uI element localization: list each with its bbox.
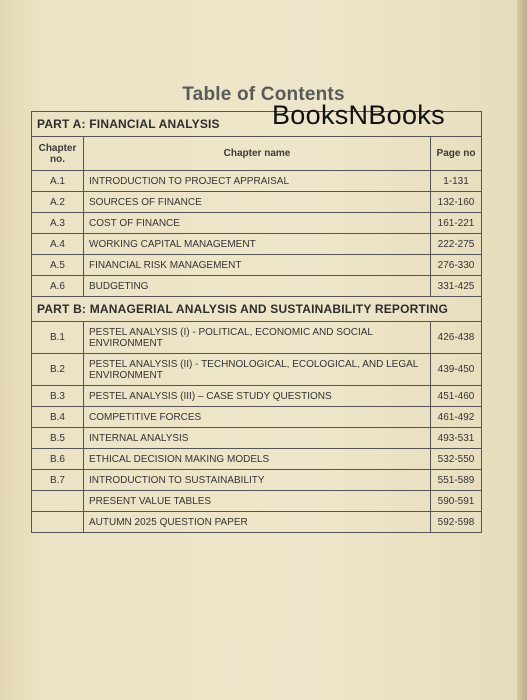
chapter-number: B.7 [32,470,84,491]
part-b-heading: PART B: MANAGERIAL ANALYSIS AND SUSTAINABILITY REPORTING [32,297,482,322]
contents-table [31,111,482,533]
chapter-name: SOURCES OF FINANCE [84,192,431,213]
table-row [32,276,482,297]
table-row [32,428,482,449]
page-range: 451-460 [431,386,482,407]
page-range: 276-330 [431,255,482,276]
chapter-name: PESTEL ANALYSIS (III) – CASE STUDY QUESTIONS [84,386,431,407]
page-range: 461-492 [431,407,482,428]
table-row [32,213,482,234]
page-range: 132-160 [431,192,482,213]
chapter-name: INTRODUCTION TO PROJECT APPRAISAL [84,171,431,192]
chapter-name: AUTUMN 2025 QUESTION PAPER [84,512,431,533]
chapter-number [32,491,84,512]
chapter-number: A.2 [32,192,84,213]
chapter-number: B.4 [32,407,84,428]
chapter-name: FINANCIAL RISK MANAGEMENT [84,255,431,276]
table-row [32,449,482,470]
part-b-heading-row [32,297,482,322]
table-row [32,322,482,354]
page-range: 532-550 [431,449,482,470]
chapter-name: PESTEL ANALYSIS (I) - POLITICAL, ECONOMIC AND SOCIAL ENVIRONMENT [84,322,431,354]
chapter-name: ETHICAL DECISION MAKING MODELS [84,449,431,470]
chapter-name: COST OF FINANCE [84,213,431,234]
chapter-number: B.2 [32,354,84,386]
page-range: 161-221 [431,213,482,234]
watermark-text: BooksNBooks [272,100,445,130]
page-range: 222-275 [431,234,482,255]
table-row [32,255,482,276]
chapter-number: A.3 [32,213,84,234]
chapter-name: INTERNAL ANALYSIS [84,428,431,449]
chapter-name: PESTEL ANALYSIS (II) - TECHNOLOGICAL, ECOLOGICAL, AND LEGAL ENVIRONMENT [84,354,431,386]
chapter-number: A.1 [32,171,84,192]
chapter-number: B.1 [32,322,84,354]
chapter-name: BUDGETING [84,276,431,297]
page-range: 592-598 [431,512,482,533]
table-row [32,491,482,512]
part-a-heading: PART A: FINANCIAL ANALYSIS [32,112,482,137]
chapter-number: B.6 [32,449,84,470]
chapter-name: INTRODUCTION TO SUSTAINABILITY [84,470,431,491]
header-chapter-no: Chapter no. [32,137,84,171]
table-row [32,407,482,428]
table-row [32,354,482,386]
chapter-name: PRESENT VALUE TABLES [84,491,431,512]
chapter-number [32,512,84,533]
page-range: 1-131 [431,171,482,192]
chapter-name: COMPETITIVE FORCES [84,407,431,428]
header-page-no: Page no [431,137,482,171]
table-row [32,192,482,213]
chapter-number: B.5 [32,428,84,449]
table-row [32,512,482,533]
page-range: 590-591 [431,491,482,512]
chapter-number: A.6 [32,276,84,297]
table-header-row [32,137,482,171]
chapter-number: B.3 [32,386,84,407]
chapter-name: WORKING CAPITAL MANAGEMENT [84,234,431,255]
table-row [32,470,482,491]
chapter-number: A.4 [32,234,84,255]
table-row [32,234,482,255]
table-row [32,171,482,192]
page-title: Table of Contents [182,84,345,105]
page-range: 439-450 [431,354,482,386]
page-range: 331-425 [431,276,482,297]
page-range: 493-531 [431,428,482,449]
page-range: 426-438 [431,322,482,354]
table-row [32,386,482,407]
page-range: 551-589 [431,470,482,491]
header-chapter-name: Chapter name [84,137,431,171]
chapter-number: A.5 [32,255,84,276]
